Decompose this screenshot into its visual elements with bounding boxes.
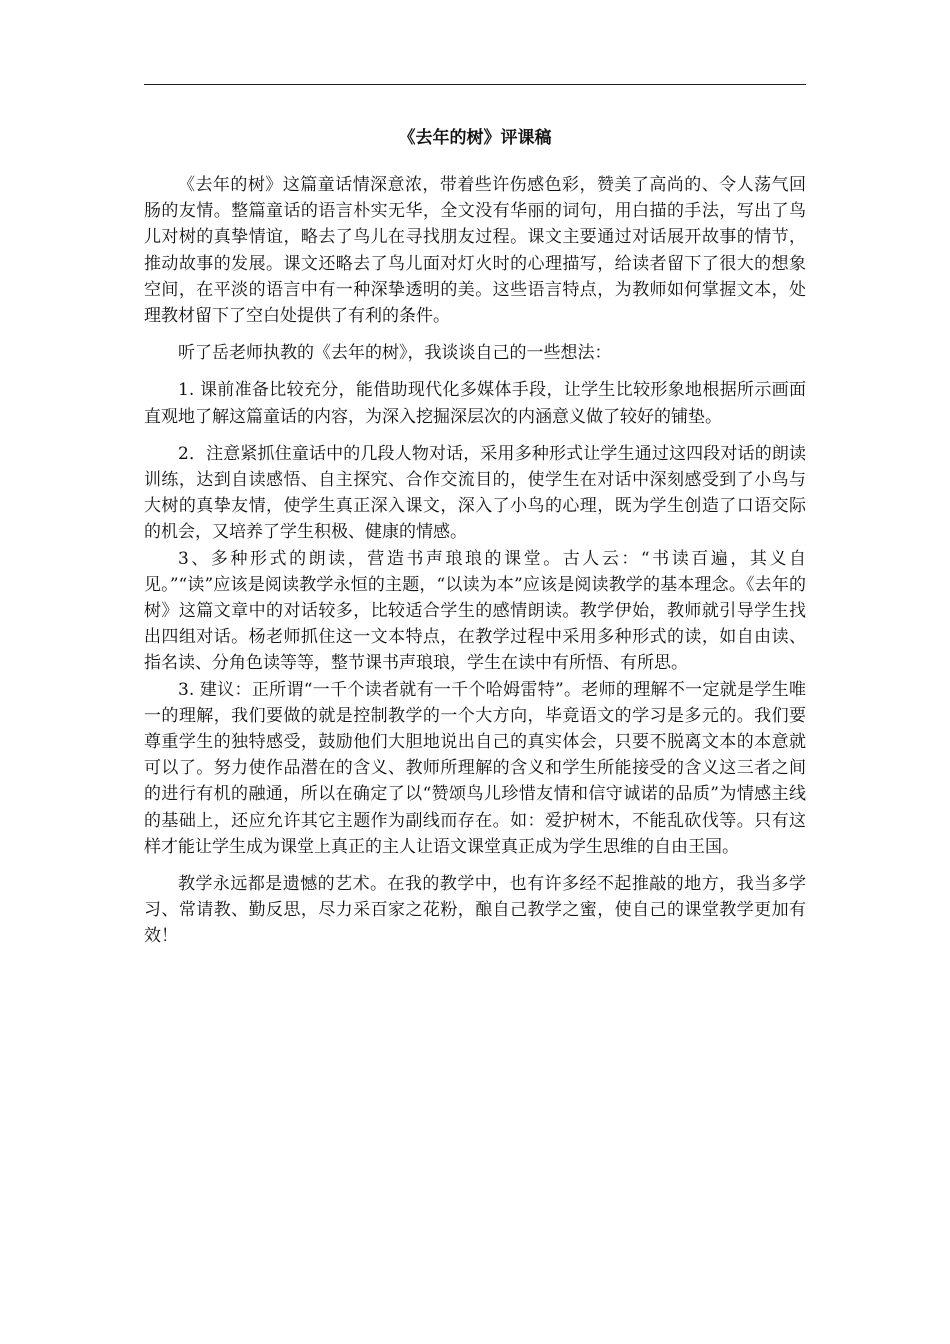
paragraph-point-2: 2．注意紧抓住童话中的几段人物对话，采用多种形式让学生通过这四段对话的朗读训练，达到自读感悟、自主探究、合作交流目的，使学生在对话中深刻感受到了小鸟与大树的真挚友情，使学生真正深入课文，深入了小鸟的心理，既为学生创造了口语交际的机会，又培养了学生积极、健康的情感。 bbox=[144, 443, 806, 543]
paragraph-point-1: 1. 课前准备比较充分，能借助现代化多媒体手段，让学生比较形象地根据所示画面直观地了解这篇童话的内容，为深入挖掘深层次的内涵意义做了较好的铺垫。 bbox=[144, 380, 806, 427]
paragraph-point-3: 3、多种形式的朗读，营造书声琅琅的课堂。古人云：“书读百遍，其义自见。”“读”应该是阅读教学永恒的主题，“以读为本”应该是阅读教学的基本理念。《去年的树》这篇文章中的对话较多，比较适合学生的感情朗读。教学伊始，教师就引导学生找出四组对话。杨老师抓住这一文本特点，在教学过程中采用多种形式的读，如自由读、指名读、分角色读等等，整节课书声琅琅，学生在读中有所悟、有所思。 bbox=[144, 548, 806, 674]
paragraph-conclusion: 教学永远都是遗憾的艺术。在我的教学中，也有许多经不起推敲的地方，我当多学习、常请教、勤反思，尽力采百家之花粉，酿自己教学之蜜，使自己的课堂教学更加有效！ bbox=[144, 874, 806, 947]
paragraph-lead: 听了岳老师执教的《去年的树》，我谈谈自己的一些想法： bbox=[178, 343, 612, 364]
document-body bbox=[144, 172, 806, 950]
paragraph-intro: 《去年的树》这篇童话情深意浓，带着些许伤感色彩，赞美了高尚的、令人荡气回肠的友情。整篇童话的语言朴实无华，全文没有华丽的词句，用白描的手法，写出了鸟儿对树的真挚情谊，略去了鸟儿在寻找朋友过程。课文主要通过对话展开故事的情节，推动故事的发展。课文还略去了鸟儿面对灯火时的心理描写，给读者留下了很大的想象空间，在平淡的语言中有一种深挚透明的美。这些语言特点，为教师如何掌握文本，处理教材留下了空白处提供了有利的条件。 bbox=[144, 175, 806, 327]
document-title: 《去年的树》评课稿 bbox=[398, 128, 552, 148]
header-rule bbox=[144, 84, 806, 85]
paragraph-suggestion: 3. 建议：正所谓“一千个读者就有一千个哈姆雷特”。老师的理解不一定就是学生唯一的理解，我们要做的就是控制教学的一个大方向，毕竟语文的学习是多元的。我们要尊重学生的独特感受，鼓励他们大胆地说出自己的真实体会，只要不脱离文本的本意就可以了。努力使作品潜在的含义、教师所理解的含义和学生所能接受的含义这三者之间的进行有机的融通，所以在确定了以“赞颂鸟儿珍惜友情和信守诚诺的品质”为情感主线的基础上，还应允许其它主题作为副线而存在。如：爱护树木，不能乱砍伐等。只有这样才能让学生成为课堂上真正的主人让语文课堂真正成为学生思维的自由王国。 bbox=[144, 679, 806, 857]
